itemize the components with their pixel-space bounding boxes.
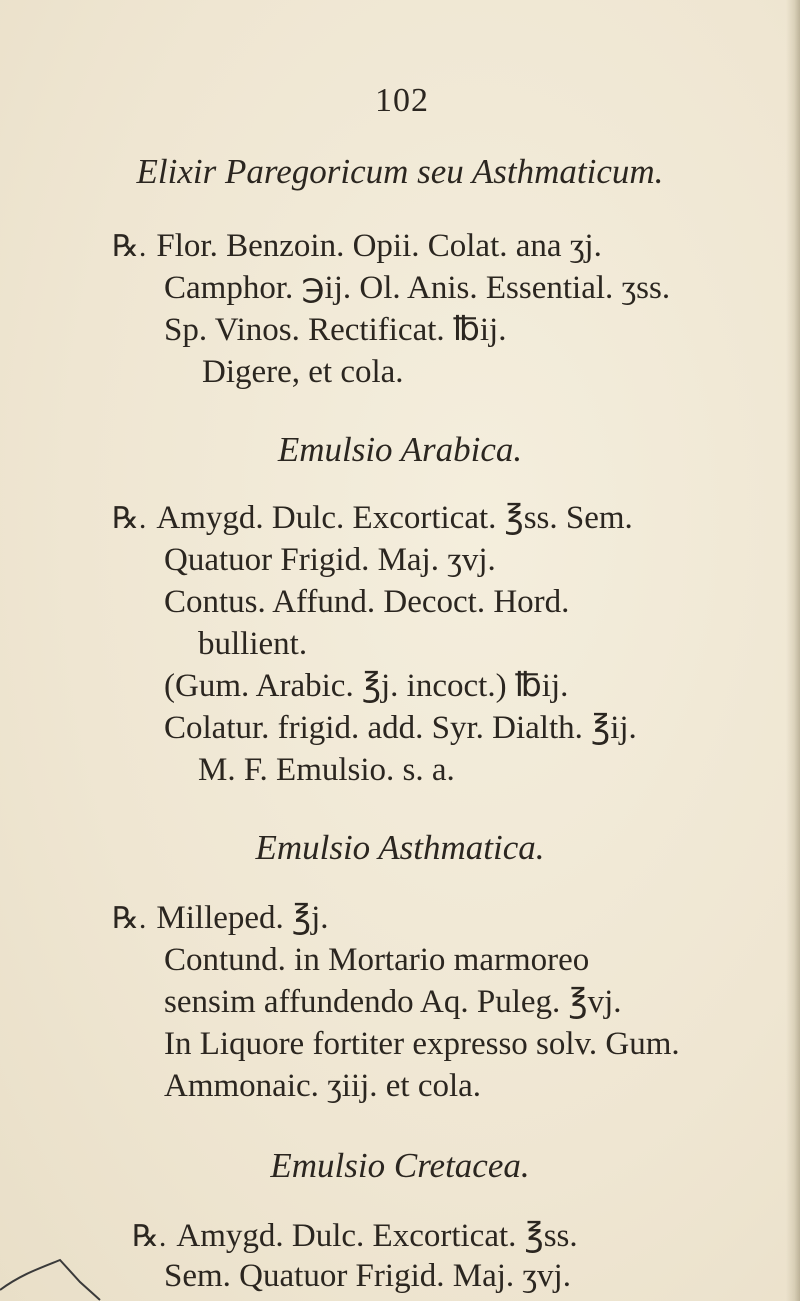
recipe-symbol: ℞. <box>112 902 147 935</box>
ingredient-text: Amygd. Dulc. Excorticat. ℥ss. <box>176 1218 578 1254</box>
section-title: Emulsio Asthmatica. <box>255 828 545 867</box>
recipe-line <box>112 498 633 539</box>
instruction-line: M. F. Emulsio. s. a. <box>198 752 455 788</box>
ingredient-text: Amygd. Dulc. Excorticat. ℥ss. Sem. <box>156 500 633 536</box>
recipe-line <box>112 898 329 939</box>
instruction-line: Digere, et cola. <box>202 354 404 390</box>
ingredient-line: Colatur. frigid. add. Syr. Dialth. ℥ij. <box>164 710 637 746</box>
recipe-line <box>112 226 602 267</box>
ingredient-line: Contus. Affund. Decoct. Hord. <box>164 584 570 620</box>
ingredient-line: Camphor. ℈ij. Ol. Anis. Essential. ʒss. <box>164 270 671 306</box>
ingredient-line: Quatuor Frigid. Maj. ʒvj. <box>164 542 496 578</box>
recipe-symbol: ℞. <box>112 230 147 263</box>
instruction-line: Ammonaic. ʒiij. et cola. <box>164 1068 482 1104</box>
page-number: 102 <box>375 82 429 119</box>
section-title: Emulsio Cretacea. <box>270 1146 530 1185</box>
ingredient-line: Sp. Vinos. Rectificat. ℔ij. <box>164 312 507 348</box>
ingredient-line: In Liquore fortiter expresso solv. Gum. <box>164 1026 680 1062</box>
ingredient-text: Milleped. ℥j. <box>156 900 329 936</box>
ink-stain-mark <box>0 1220 140 1301</box>
ingredient-line: bullient. <box>198 626 308 662</box>
ingredient-line: Contund. in Mortario marmoreo <box>164 942 590 978</box>
section-title: Emulsio Arabica. <box>277 430 523 469</box>
recipe-line <box>132 1216 578 1257</box>
ingredient-line: sensim affundendo Aq. Puleg. ℥vj. <box>164 984 622 1020</box>
page-edge <box>786 0 800 1301</box>
recipe-symbol: ℞. <box>112 502 147 535</box>
ingredient-text: Flor. Benzoin. Opii. Colat. ana ʒj. <box>156 228 602 264</box>
ingredient-line: Sem. Quatuor Frigid. Maj. ʒvj. <box>164 1258 571 1294</box>
recipe-symbol: ℞. <box>132 1220 167 1253</box>
ingredient-line: (Gum. Arabic. ℥j. incoct.) ℔ij. <box>164 668 569 704</box>
section-title: Elixir Paregoricum seu Asthmaticum. <box>136 152 664 191</box>
